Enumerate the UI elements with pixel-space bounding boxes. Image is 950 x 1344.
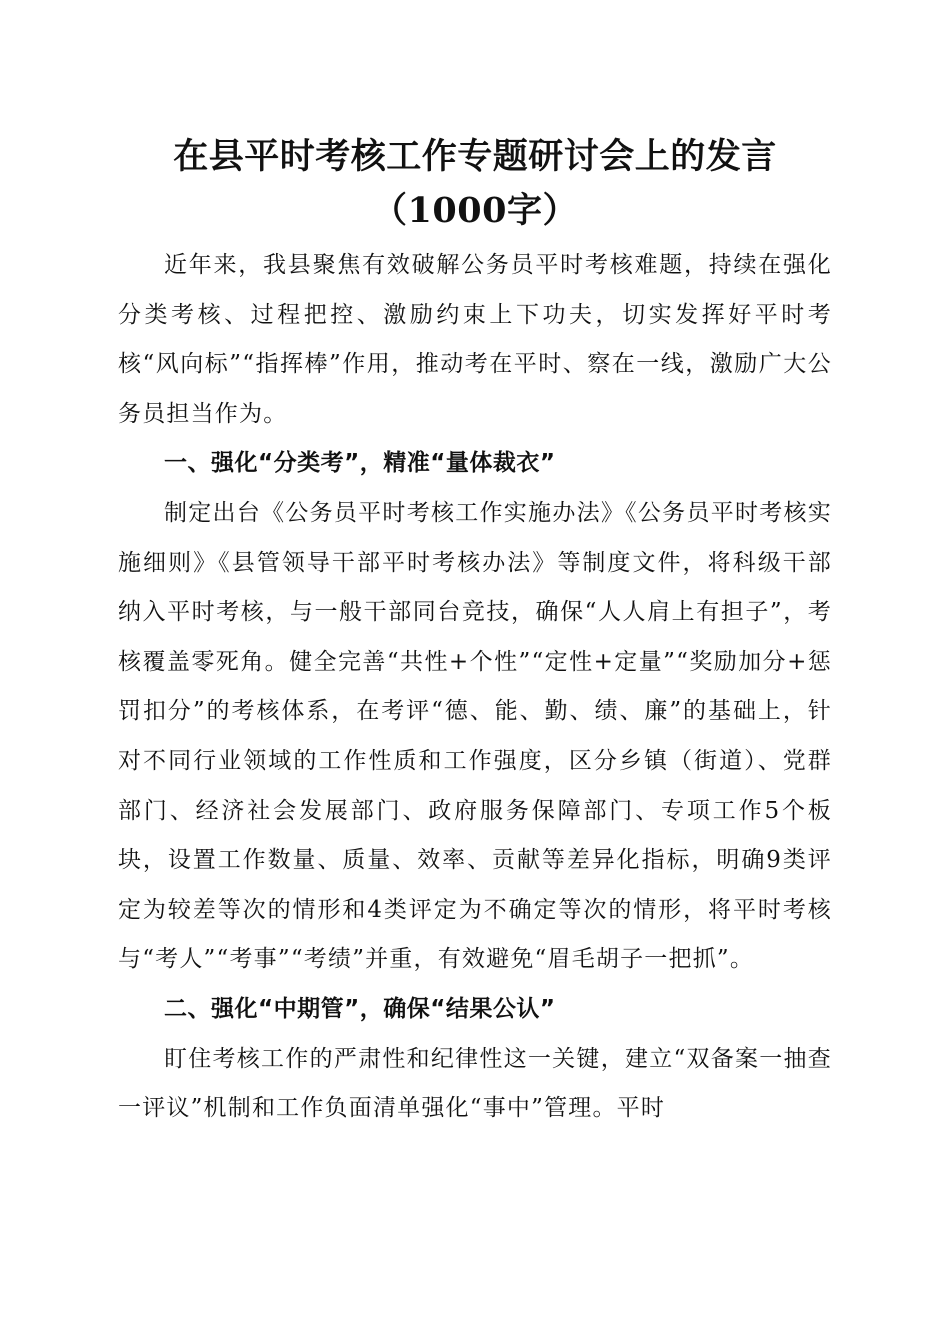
section-2-paragraph: 盯住考核工作的严肃性和纪律性这一关键，建立“双备案一抽查一评议”机制和工作负面清单强化“事中”管理。平时 — [118, 1045, 832, 1122]
document-page — [118, 130, 832, 1134]
section-heading-2: 二、强化“中期管”，确保“结果公认” — [164, 995, 556, 1022]
section-1-paragraph: 制定出台《公务员平时考核工作实施办法》《公务员平时考核实施细则》《县管领导干部平时考核办法》等制度文件，将科级干部纳入平时考核，与一般干部同台竞技，确保“人人肩上有担子”，考核覆盖零死角。健全完善“共性+个性”“定性+定量”“奖励加分+惩罚扣分”的考核体系，在考评“德、能、勤、绩、廉”的基础上，针对不同行业领域的工作性质和工作强度，区分乡镇（街道）、党群部门、经济社会发展部门、政府服务保障部门、专项工作5个板块，设置工作数量、质量、效率、贡献等差异化指标，明确9类评定为较差等次的情形和4类评定为不确定等次的情形，将平时考核与“考人”“考事”“考绩”并重，有效避免“眉毛胡子一把抓”。 — [118, 499, 832, 973]
document-title: 在县平时考核工作专题研讨会上的发言（1000字） — [173, 136, 777, 231]
intro-paragraph: 近年来，我县聚焦有效破解公务员平时考核难题，持续在强化分类考核、过程把控、激励约束上下功夫，切实发挥好平时考核“风向标”“指挥棒”作用，推动考在平时、察在一线，激励广大公务员担当作为。 — [118, 252, 832, 427]
section-heading-1: 一、强化“分类考”，精准“量体裁衣” — [164, 450, 556, 477]
